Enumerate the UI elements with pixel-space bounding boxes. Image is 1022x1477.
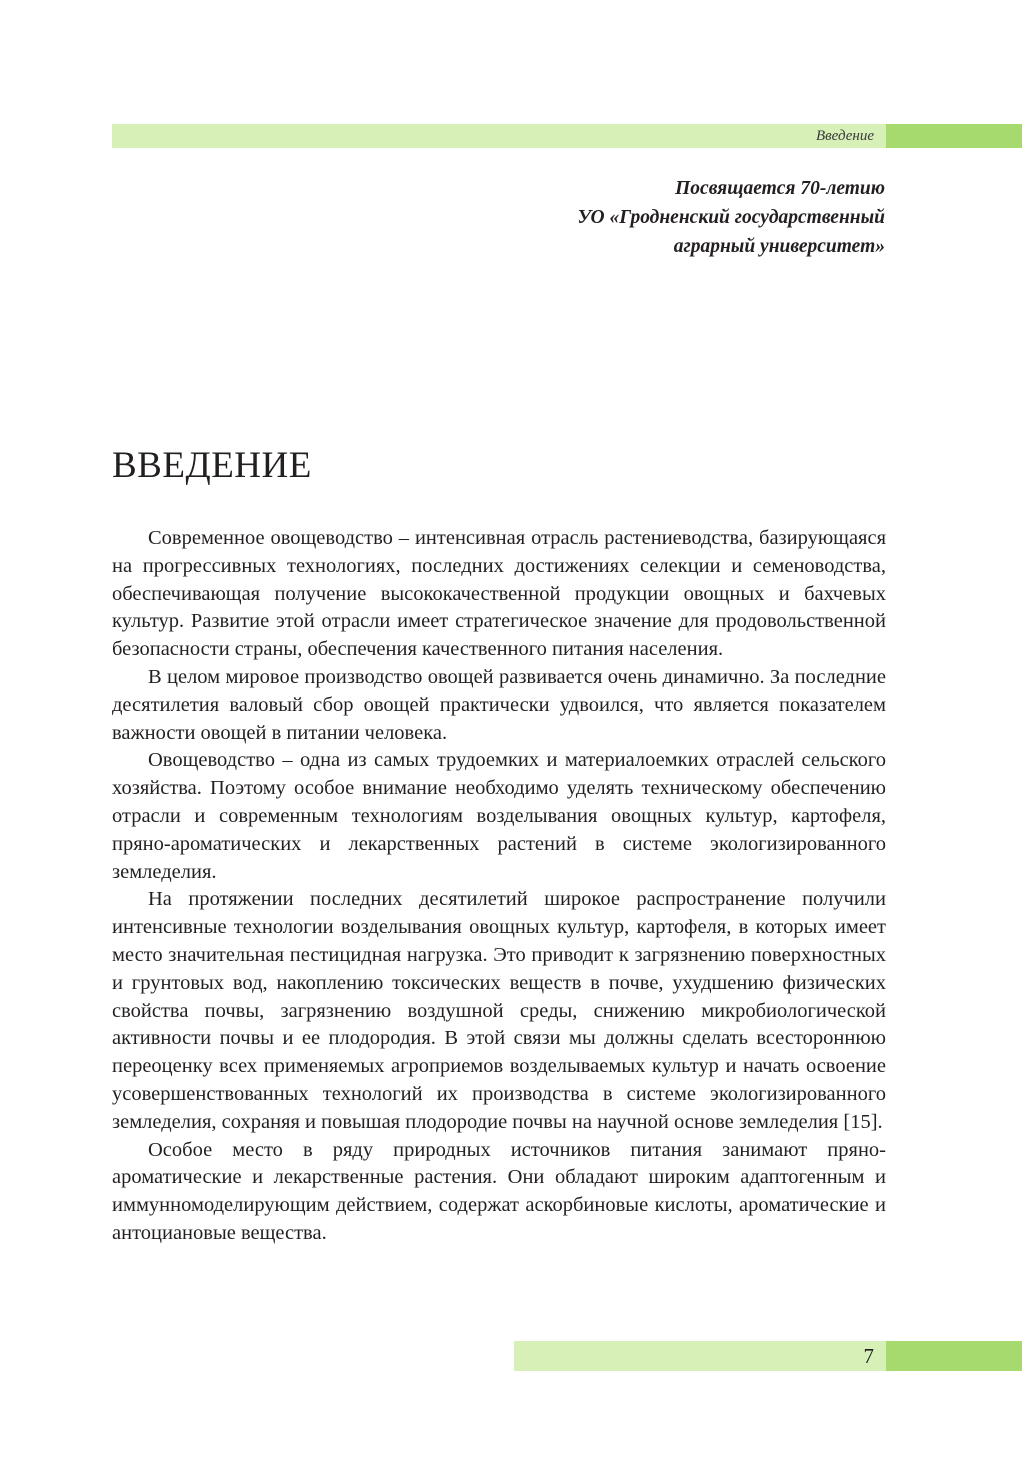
paragraph: Особое место в ряду природных источников питания занимают пряноароматические и лекарственные растения. Они обладают широким адаптогенным и иммунномоделирующим действием, содержат аскорбиновые кислоты, ароматические и антоциановые вещества. — [112, 1138, 886, 1244]
chapter-title: ВВЕДЕНИЕ — [112, 445, 312, 486]
dedication-line: аграрный университет» — [673, 236, 885, 257]
dedication-line: УО «Гродненский государственный — [577, 207, 885, 228]
page-number: 7 — [863, 1344, 874, 1368]
running-header-section-label: Введение — [816, 128, 874, 144]
dedication — [577, 174, 885, 261]
paragraph: На протяжении последних десятилетий широкое распространение получили интенсивные технологии возделывания овощных культур, картофеля, в которых имеет место значительная пестицидная нагрузка. Это приводит к загрязнению поверхностных и грунтовых вод, накоплению токсических веществ в почве, ухудшению физических свойства почвы, загрязнению воздушной среды, снижению микробиологической активности почвы и ее плодородия. В этой связи мы должны сделать всестороннюю переоценку всех применяемых агроприемов возделываемых культур и начать освоение усовершенствованных технологий их производства в системе экологизированного земледелия, сохраняя и повышая плодородие почвы на научной основе земледелия [15]. — [112, 888, 886, 1133]
header-accent-block — [886, 124, 1022, 148]
paragraph: В целом мировое производство овощей развивается очень динамично. За последние десятилетия валовый сбор овощей практически удвоился, что является показателем важности овощей в питании человека. — [112, 665, 886, 744]
body-text — [112, 525, 886, 1248]
header-band — [112, 124, 886, 148]
footer-accent-block — [886, 1341, 1022, 1371]
dedication-line: Посвящается 70-летию — [675, 178, 885, 199]
paragraph: Современное овощеводство – интенсивная отрасль растениеводства, базирующаяся на прогрессивных технологиях, последних достижениях селекции и семеноводства, обеспечивающая получение высококачественной продукции овощных и бахчевых культур. Развитие этой отрасли имеет стратегическое значение для продовольственной безопасности страны, обеспечения качественного питания населения. — [112, 527, 886, 661]
footer-band — [514, 1341, 886, 1371]
paragraph: Овощеводство – одна из самых трудоемких и материалоемких отраслей сельского хозяйства. Поэтому особое внимание необходимо уделять техническому обеспечению отрасли и современным технологиям возделывания овощных культур, картофеля, пряно-ароматических и лекарственных растений в системе экологизированного земледелия. — [112, 749, 886, 883]
